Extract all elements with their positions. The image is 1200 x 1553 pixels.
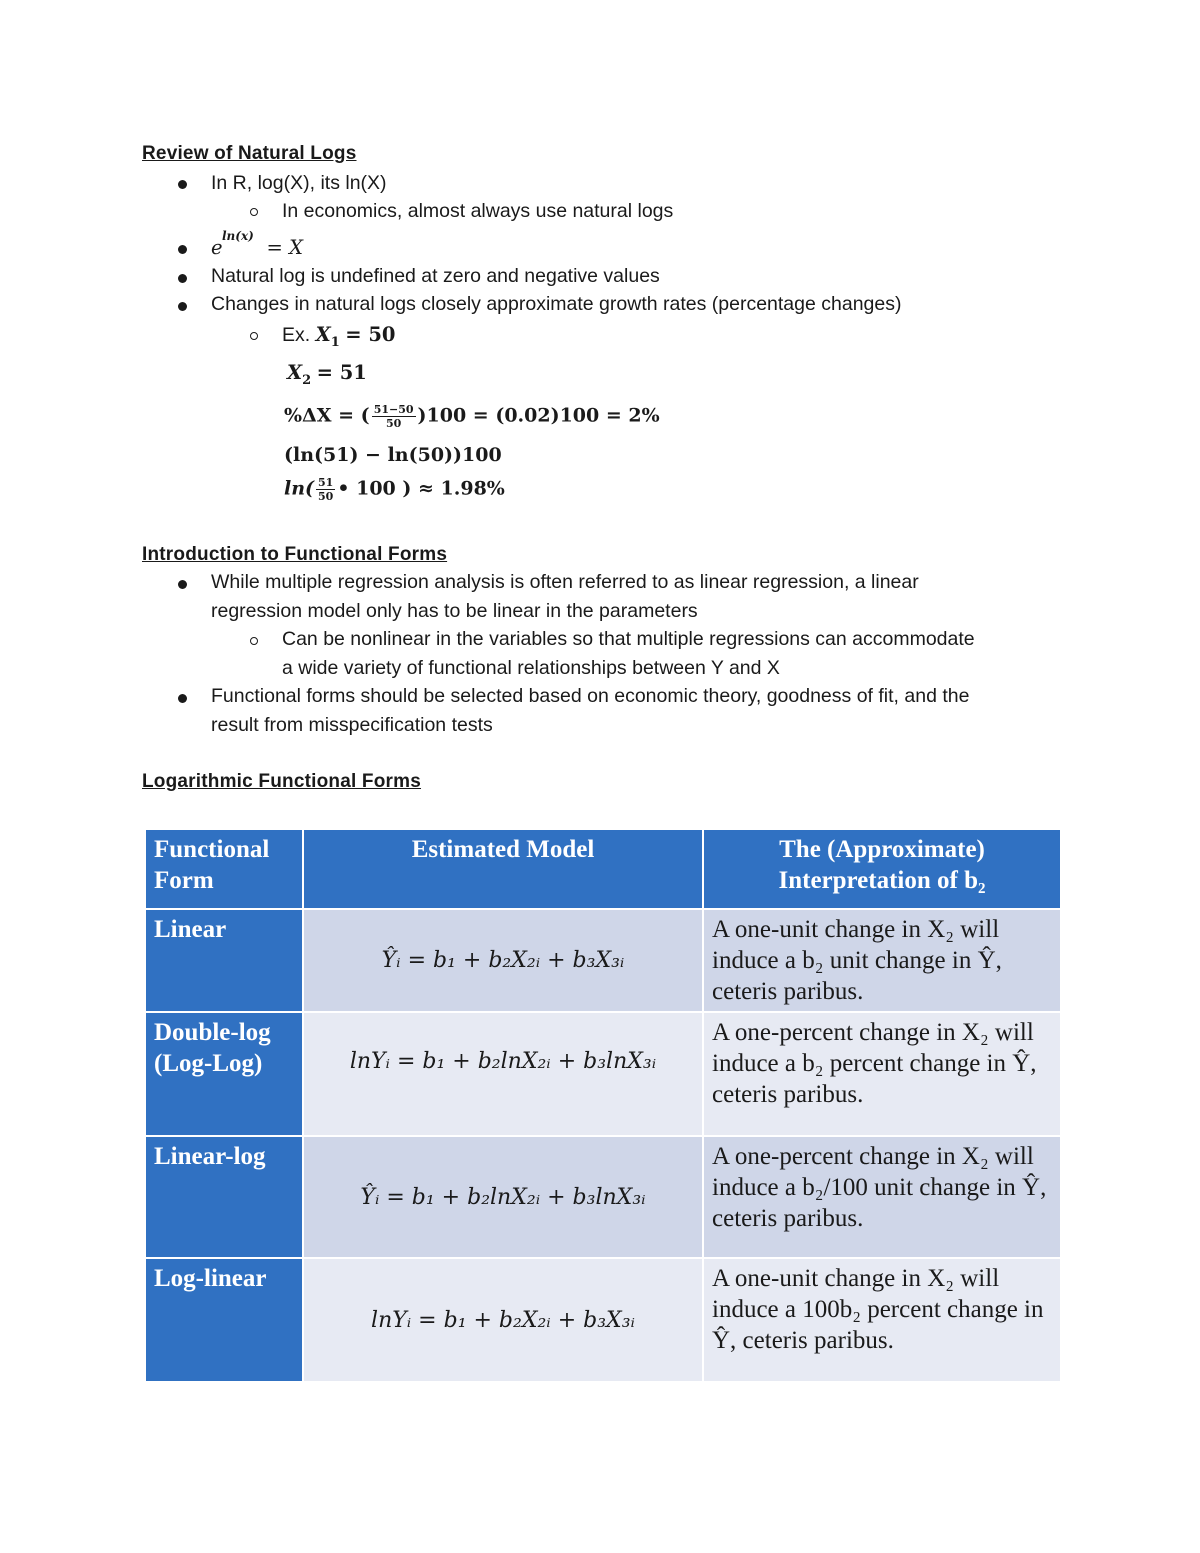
table-header-row: [145, 829, 1061, 909]
table-row: [145, 909, 1061, 1012]
functional-forms-table: [144, 828, 1062, 1383]
equation-base: e: [211, 236, 223, 259]
sub-bullet-icon: [250, 208, 258, 216]
bullet-icon: [178, 274, 187, 283]
table-row: [145, 1012, 1061, 1136]
example-ln-difference: (ln(51) − ln(50))100: [284, 444, 502, 466]
row-form-name: Log-linear: [145, 1258, 303, 1382]
table-header-functional-form: Functional Form: [145, 829, 303, 909]
bullet-icon: [178, 245, 187, 254]
row-interpretation: A one-percent change in X₂ will induce a b₂/100 unit change in Ŷ, ceteris paribus.: [703, 1136, 1061, 1258]
equation-exponent: ln(x): [222, 229, 254, 243]
equation-rhs: = X: [266, 236, 303, 259]
table-header-estimated-model: Estimated Model: [303, 829, 703, 909]
bullet-icon: [178, 302, 187, 311]
sub-bullet-icon: [250, 637, 258, 645]
row-interpretation: A one-unit change in X₂ will induce a 100b₂ percent change in Ŷ, ceteris paribus.: [703, 1258, 1061, 1382]
row-form-name: Linear: [145, 909, 303, 1012]
list-item: Natural log is undefined at zero and negative values: [211, 265, 660, 287]
list-item: Functional forms should be selected based on economic theory, goodness of fit, and the: [211, 685, 970, 707]
section-heading-logarithmic-forms: Logarithmic Functional Forms: [142, 771, 422, 792]
row-interpretation: A one-unit change in X₂ will induce a b₂ unit change in Ŷ, ceteris paribus.: [703, 909, 1061, 1012]
row-model-equation: lnYᵢ = b₁ + b₂lnX₂ᵢ + b₃lnX₃ᵢ: [303, 1012, 703, 1136]
example-percent-change: %ΔX = ( $\frac{51-50}{50}$ )100 = (0.02)100 = 2%: [284, 403, 660, 430]
row-model-equation: lnYᵢ = b₁ + b₂X₂ᵢ + b₃X₃ᵢ: [303, 1258, 703, 1382]
list-item-continued: result from misspecification tests: [211, 714, 493, 736]
list-item: In economics, almost always use natural logs: [282, 200, 674, 222]
sub-bullet-icon: [250, 332, 258, 340]
bullet-icon: [178, 580, 187, 589]
list-item-continued: regression model only has to be linear in the parameters: [211, 600, 698, 622]
row-form-name: Linear-log: [145, 1136, 303, 1258]
example-x2: $X_2 = 51$: [287, 361, 367, 388]
section-heading-natural-logs: Review of Natural Logs: [142, 143, 357, 164]
list-item: While multiple regression analysis is often referred to as linear regression, a linear: [211, 571, 919, 593]
table-row: [145, 1258, 1061, 1382]
row-form-name: Double-log (Log-Log): [145, 1012, 303, 1136]
row-model-equation: Ŷᵢ = b₁ + b₂lnX₂ᵢ + b₃lnX₃ᵢ: [303, 1136, 703, 1258]
section-heading-functional-forms: Introduction to Functional Forms: [142, 544, 448, 565]
list-item: Changes in natural logs closely approximate growth rates (percentage changes): [211, 293, 902, 315]
table-header-interpretation: The (Approximate) Interpretation of b₂: [703, 829, 1061, 909]
example-ln-ratio: ln( $\frac{51}{50}$ • 100 ) ≈ 1.98%: [284, 476, 505, 503]
example-x1: Ex. $X_1 = 50$: [282, 323, 396, 350]
table-row: [145, 1136, 1061, 1258]
bullet-icon: [178, 694, 187, 703]
list-item: Can be nonlinear in the variables so that multiple regressions can accommodate: [282, 628, 975, 650]
list-item-continued: a wide variety of functional relationships between Y and X: [282, 657, 780, 679]
bullet-icon: [178, 180, 187, 189]
row-model-equation: Ŷᵢ = b₁ + b₂X₂ᵢ + b₃X₃ᵢ: [303, 909, 703, 1012]
list-item: In R, log(X), its ln(X): [211, 172, 387, 194]
row-interpretation: A one-percent change in X₂ will induce a b₂ percent change in Ŷ, ceteris paribus.: [703, 1012, 1061, 1136]
